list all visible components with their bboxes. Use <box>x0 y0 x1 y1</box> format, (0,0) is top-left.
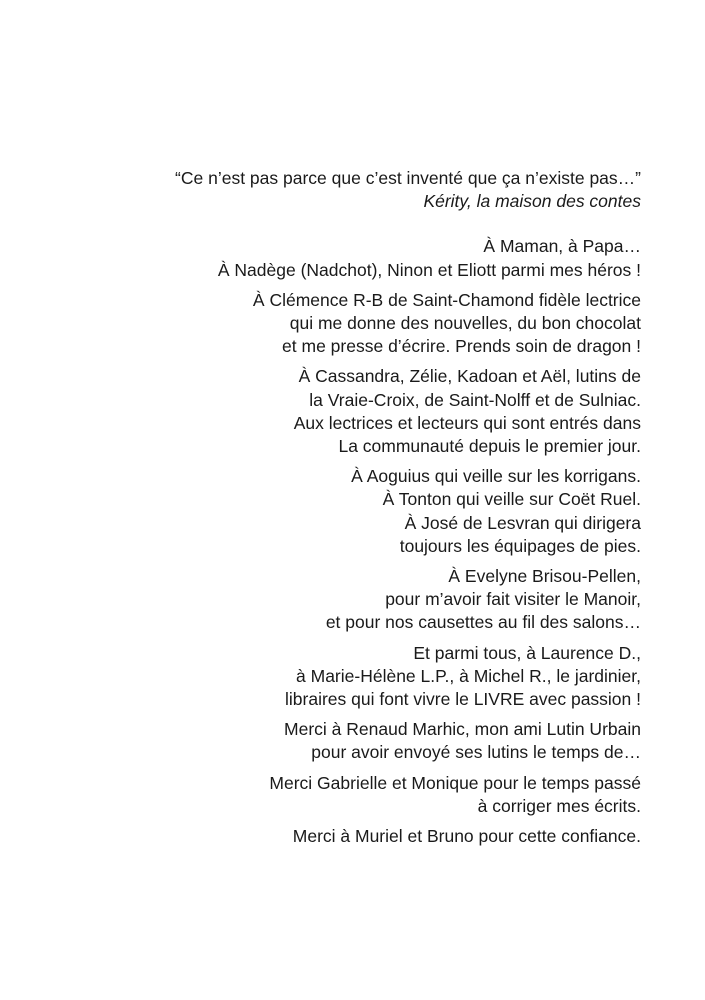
dedication-line: pour m’avoir fait visiter le Manoir, <box>385 589 641 610</box>
dedication-line: et pour nos causettes au fil des salons… <box>325 612 641 633</box>
dedication-line: la Vraie-Croix, de Saint-Nolff et de Sulniac. <box>309 389 641 410</box>
dedication-line: Aux lectrices et lecteurs qui sont entrés dans <box>293 412 641 433</box>
dedication-block <box>41 167 641 855</box>
dedication-line: La communauté depuis le premier jour. <box>338 436 641 457</box>
dedication-line: À Tonton qui veille sur Coët Ruel. <box>382 489 641 510</box>
dedication-line: À Evelyne Brisou-Pellen, <box>448 566 641 587</box>
dedication-line: À José de Lesvran qui dirigera <box>404 512 641 533</box>
dedication-line: À Clémence R-B de Saint-Chamond fidèle lectrice <box>252 289 641 310</box>
dedication-line: Et parmi tous, à Laurence D., <box>413 642 641 663</box>
dedication-line: À Cassandra, Zélie, Kadoan et Aël, lutins de <box>298 366 641 387</box>
epigraph-source: Kérity, la maison des contes <box>423 191 641 212</box>
dedication-paragraph <box>41 565 641 635</box>
dedication-line: Merci à Renaud Marhic, mon ami Lutin Urbain <box>284 719 641 740</box>
dedication-paragraph <box>41 718 641 764</box>
dedication-line: à Marie-Hélène L.P., à Michel R., le jardinier, <box>296 665 641 686</box>
dedication-paragraph <box>41 642 641 712</box>
dedication-line: libraires qui font vivre le LIVRE avec passion ! <box>285 689 641 710</box>
dedication-line: qui me donne des nouvelles, du bon chocolat <box>289 313 641 334</box>
epigraph-quote: “Ce n’est pas parce que c’est inventé que ça n’existe pas…” <box>175 168 641 188</box>
dedication-line: et me presse d’écrire. Prends soin de dragon ! <box>282 336 641 357</box>
dedication-line: toujours les équipages de pies. <box>399 535 641 556</box>
dedication-paragraph <box>41 825 641 848</box>
dedication-paragraph <box>41 289 641 359</box>
dedication-line: À Aoguius qui veille sur les korrigans. <box>351 466 641 487</box>
dedication-line: à corriger mes écrits. <box>477 795 641 816</box>
dedication-paragraph <box>41 235 641 281</box>
dedication-line: À Nadège (Nadchot), Ninon et Eliott parmi mes héros ! <box>217 259 641 280</box>
dedication-paragraph <box>41 465 641 558</box>
dedication-line: Merci à Muriel et Bruno pour cette confiance. <box>292 826 641 847</box>
dedication-paragraph <box>41 365 641 458</box>
dedication-line: À Maman, à Papa… <box>483 236 641 257</box>
dedications-list <box>41 235 641 848</box>
dedication-line: Merci Gabrielle et Monique pour le temps passé <box>269 772 641 793</box>
dedication-paragraph <box>41 772 641 818</box>
dedication-line: pour avoir envoyé ses lutins le temps de… <box>311 742 641 763</box>
